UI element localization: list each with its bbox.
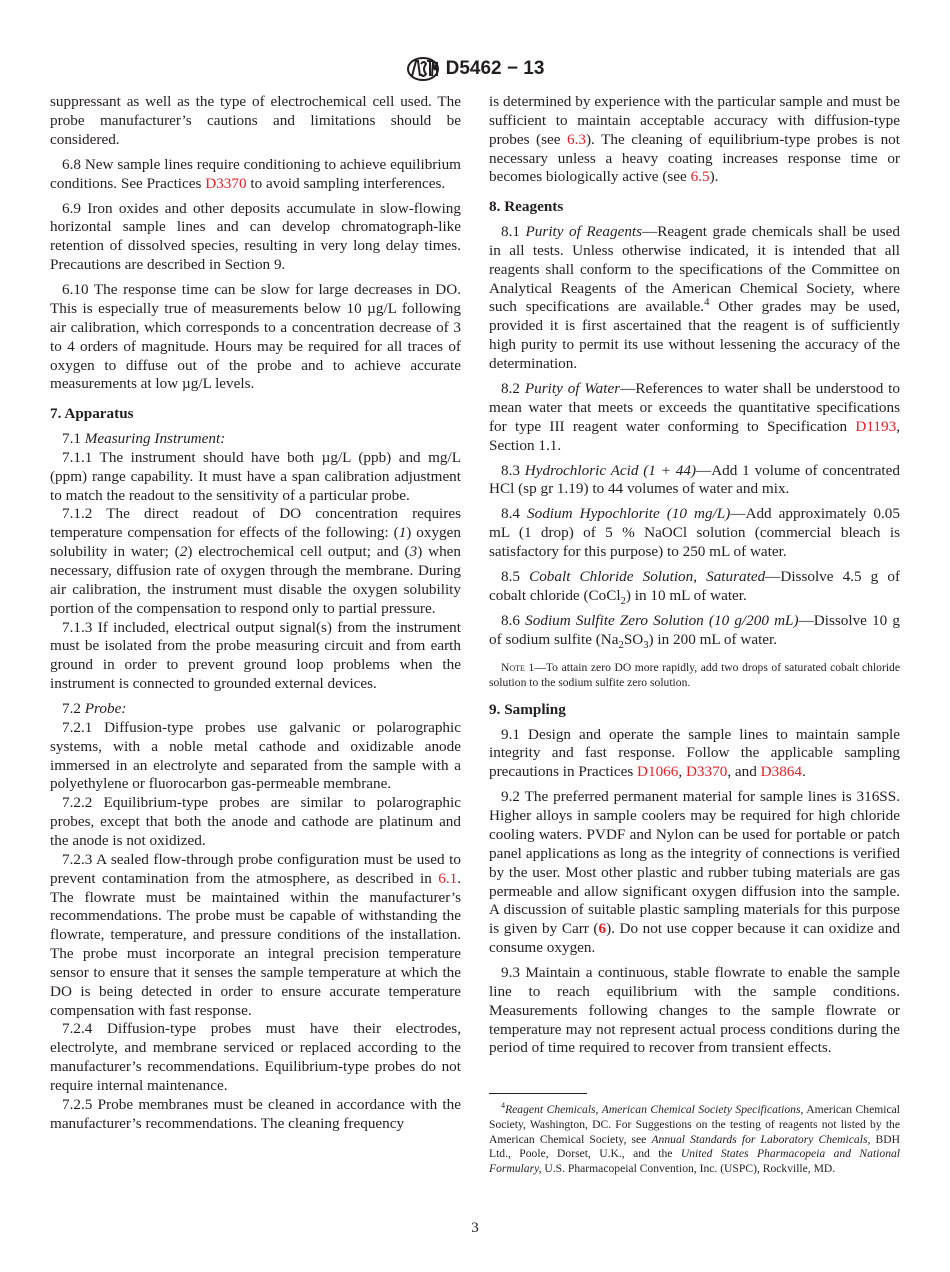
section-heading: 7. Apparatus (50, 405, 134, 423)
italic-text: Hydrochloric Acid (1 + 44) (524, 461, 697, 479)
footnote: $^4$Reagent Chemicals, American Chemical Society Specifications, American Chemical Society, Washington, DC. For Suggestions on the testing of reagents not listed by the American Chemical Society, see Annual Standards for Laboratory Chemicals, BDH Ltd., Poole, Dorset, U.K., and the United States Pharmacopeia and National Formulary, U.S. Pharmacopeial Convention, Inc. (USPC), Rockville, MD. (489, 1101, 901, 1176)
reference-link[interactable]: D3370 (205, 174, 247, 192)
paragraph: 7.2.5 Probe membranes must be cleaned in accordance with the manufacturer’s recommendations. The cleaning frequency (50, 1095, 461, 1132)
reference-link[interactable]: D1066 (637, 763, 679, 781)
paragraph: 9.1 Design and operate the sample lines to maintain sample integrity and fast response. Follow the applicable sampling precautions in Practices D1066, D3370, and D3864. (489, 725, 900, 781)
paragraph: is determined by experience with the particular sample and must be sufficient to maintain acceptable accuracy with diffusion-type probes (see 6.3). The cleaning of equilibrium-type probes is not necessary unless a heavy coating increases response time or becomes biologically active (see 6.5). (489, 93, 900, 186)
paragraph: 7.1.1 The instrument should have both µg/L (ppb) and mg/L (ppm) range capability. It must have a span calibration adjustment to match the readout to the sensitivity of a particular probe. (50, 448, 461, 504)
subscript: 3 (643, 639, 649, 651)
italic-text: Cobalt Chloride Solution, Saturated (529, 568, 766, 586)
reference-link[interactable]: D1193 (855, 417, 897, 435)
italic-text: 2 (179, 543, 188, 561)
paragraph: 7.2.4 Diffusion-type probes must have their electrodes, electrolyte, and membrane serviced or replaced according to the manufacturer’s recommendations. Equilibrium-type probes do not require internal maintenance. (50, 1020, 461, 1094)
paragraph: 8.1 Purity of Reagents—Reagent grade chemicals shall be used in all tests. Unless otherwise indicated, it is intended that all reagents shall conform to the specifications of the Committee on Analytical Reagents of the American Chemical Society, where such specifications are available.$^4$ Other grades may be used, provided it is first ascertained that the reagent is of sufficiently high purity to permit its use without lessening the accuracy of the determination. (489, 223, 901, 372)
document-designation: D5462 − 13 (445, 58, 545, 79)
paragraph: 7.2 Probe: (62, 700, 127, 718)
italic-text: Measuring Instrument: (84, 430, 226, 448)
italic-text: Reagent Chemicals, American Chemical Society Specifications (505, 1103, 801, 1116)
paragraph: suppressant as well as the type of electrochemical cell used. The probe manufacturer’s cautions and limitations should be considered. (50, 93, 461, 148)
italic-text: Sodium Hypochlorite (10 mg/L) (527, 505, 731, 523)
section-heading: 8. Reagents (489, 198, 564, 216)
subscript: 2 (618, 639, 624, 651)
subscript: 2 (620, 596, 626, 608)
italic-text: 3 (409, 543, 418, 561)
section-heading: 9. Sampling (489, 700, 566, 718)
footnote-ref: 4 (501, 1101, 506, 1111)
reference-link[interactable]: 6.5 (690, 168, 710, 186)
italic-text: Annual Standards for Laboratory Chemicals, (651, 1132, 871, 1146)
paragraph: 9.2 The preferred permanent material for sample lines is 316SS. Higher alloys in sample coolers may be required for high chloride cooling waters. PVDF and Nylon can be used for portable or patch panel applications as long as the integrity of connections is verified by the user. Most other plastic and rubber tubing materials are gas permeable and allow significant oxygen diffusion into the sample. A discussion of suitable plastic sampling materials for this purpose is given by Carr (6). Do not use copper because it can oxidize and consume oxygen. (489, 788, 900, 957)
paragraph: 7.2.3 A sealed flow-through probe configuration must be used to prevent contamination from the atmosphere, as described in 6.1. The flowrate must be maintained within the manufacturer’s recommendations. The probe must be capable of withstanding the flowrate, temperature, and pressure conditions of the installation. The probe must incorporate an integral precision temperature sensor to ensure that it senses the sample temperature at which the DO is being detected in order to ensure accurate temperature compensation with fast response. (50, 850, 461, 1019)
paragraph: 8.4 Sodium Hypochlorite (10 mg/L)—Add approximately 0.05 mL (1 drop) of 5 % NaOCl solution (commercial bleach is satisfactory for this purpose) to 250 mL of water. (489, 505, 900, 561)
footnote-divider (489, 1093, 587, 1094)
paragraph: 7.2.1 Diffusion-type probes use galvanic or polarographic systems, with a noble metal cathode and oxidizable anode immersed in an electrolyte and separated from the sample with a polyethylene or fluorocarbon gas-permeable membrane. (50, 718, 461, 793)
note-label: Note (501, 660, 525, 674)
italic-text: Probe: (84, 700, 127, 718)
reference-link[interactable]: 6.3 (566, 130, 586, 148)
astm-logo-icon (406, 56, 440, 82)
paragraph: 8.3 Hydrochloric Acid (1 + 44)—Add 1 volume of concentrated HCl (sp gr 1.19) to 44 volumes of water and mix. (489, 461, 900, 498)
italic-text: Purity of Water (524, 380, 621, 397)
footnote-ref: 4 (704, 297, 710, 309)
reference-link[interactable]: 6 (598, 920, 607, 938)
page-header (0, 56, 950, 82)
paragraph: 6.9 Iron oxides and other deposits accumulate in slow-flowing horizontal sample lines and can develop chromatograph-like retention of dissolved species, resulting in very long delay times. Precautions are described in Section 9. (50, 199, 461, 274)
paragraph: 7.2.2 Equilibrium-type probes are similar to polarographic probes, except that both the anode and cathode are platinum and the anode is not oxidized. (50, 794, 461, 849)
reference-link[interactable]: D3370 (685, 763, 728, 781)
paragraph: 8.2 Purity of Water—References to water shall be understood to mean water that meets or exceeds the quantitative specifications for type III reagent water conforming to Specification D1193, Section 1.1. (489, 380, 900, 454)
paragraph: 6.10 The response time can be slow for large decreases in DO. This is especially true of measurements below 10 µg/L following air calibration, which corresponds to a concentration decrease of 3 to 4 orders of magnitude. Hours may be required for all traces of oxygen to diffuse out of the probe and to achieve accurate measurements at low µg/L levels. (50, 281, 461, 393)
left-column (50, 93, 461, 1133)
italic-text: Sodium Sulfite Zero Solution (10 g/200 mL) (525, 612, 799, 630)
page-number: 3 (471, 1220, 479, 1236)
right-column (489, 93, 900, 1064)
paragraph: 7.1 Measuring Instrument: (62, 430, 226, 448)
paragraph: 7.1.3 If included, electrical output signal(s) from the instrument must be isolated from the probe measuring circuit and from earth ground in order to prevent ground loop problems when the instrument is connected to grounded external devices. (50, 618, 461, 693)
note: Note 1—To attain zero DO more rapidly, add two drops of saturated cobalt chloride solution to the sodium sulfite zero solution. (489, 660, 900, 689)
paragraph: 9.3 Maintain a continuous, stable flowrate to enable the sample line to reach equilibrium with the sample conditions. Measurements following changes to the sample flowrate or temperature may not represent actual process conditions during the period of time required to recover from transient effects. (489, 964, 900, 1057)
italic-text: 1 (398, 524, 407, 542)
paragraph: 6.8 New sample lines require conditioning to achieve equilibrium conditions. See Practices D3370 to avoid sampling interferences. (50, 155, 461, 192)
italic-text: United States Pharmacopeia and National Formulary, (489, 1147, 901, 1176)
italic-text: Purity of Reagents (525, 223, 643, 241)
paragraph: 8.5 Cobalt Chloride Solution, Saturated—Dissolve 4.5 g of cobalt chloride (CoCl$_2$) in 10 mL of water. (489, 568, 900, 608)
paragraph: 8.6 Sodium Sulfite Zero Solution (10 g/200 mL)—Dissolve 10 g of sodium sulfite $(Na_2SO_3)$ in 200 mL of water. (489, 612, 901, 651)
reference-link[interactable]: D3864 (760, 763, 802, 781)
reference-link[interactable]: 6.1 (438, 869, 458, 887)
paragraph: 7.1.2 The direct readout of DO concentration requires temperature compensation for effects of the following: (1) oxygen solubility in water; (2) electrochemical cell output; and (3) when necessary, diffusion rate of oxygen through the membrane. During air calibration, the instrument must disable the oxygen solubility portion of the compensation to respond only to partial pressure. (50, 505, 461, 617)
